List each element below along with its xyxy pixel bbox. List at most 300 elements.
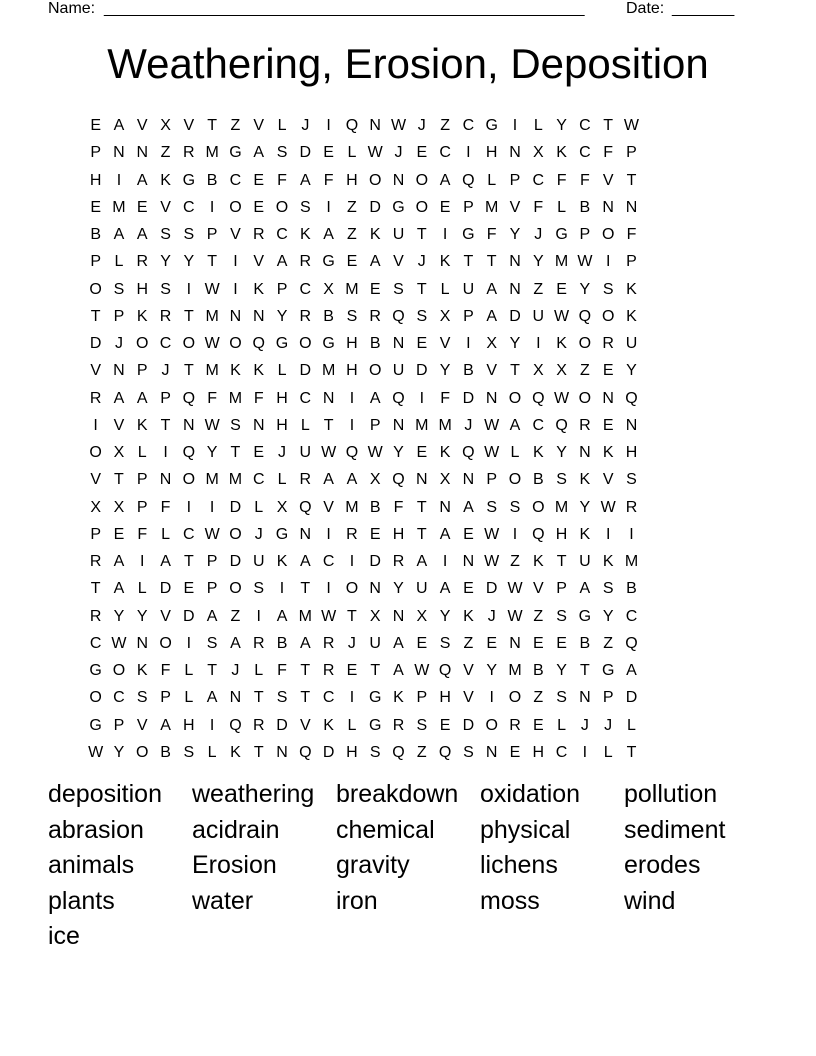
- grid-letter[interactable]: H: [183, 716, 195, 734]
- grid-letter[interactable]: V: [90, 362, 101, 380]
- grid-letter[interactable]: J: [464, 416, 473, 434]
- grid-letter[interactable]: I: [163, 444, 168, 461]
- grid-letter[interactable]: V: [463, 689, 474, 707]
- grid-letter[interactable]: O: [578, 335, 592, 352]
- grid-letter[interactable]: H: [625, 444, 638, 461]
- grid-letter[interactable]: W: [484, 416, 500, 434]
- grid-letter[interactable]: C: [299, 389, 312, 407]
- grid-letter[interactable]: Y: [439, 607, 451, 625]
- grid-letter[interactable]: E: [486, 634, 498, 652]
- grid-letter[interactable]: Z: [533, 689, 544, 707]
- grid-letter[interactable]: A: [416, 553, 428, 570]
- grid-letter[interactable]: N: [485, 389, 498, 407]
- grid-letter[interactable]: I: [116, 171, 122, 189]
- grid-letter[interactable]: G: [392, 198, 405, 216]
- grid-letter[interactable]: T: [603, 117, 614, 134]
- grid-letter[interactable]: G: [485, 117, 498, 134]
- grid-letter[interactable]: M: [321, 362, 336, 380]
- grid-letter[interactable]: G: [555, 226, 568, 243]
- grid-letter[interactable]: A: [579, 580, 591, 598]
- grid-letter[interactable]: I: [349, 553, 355, 570]
- grid-letter[interactable]: F: [626, 226, 637, 243]
- grid-letter[interactable]: I: [186, 634, 192, 652]
- grid-letter[interactable]: A: [369, 389, 381, 407]
- grid-letter[interactable]: C: [579, 144, 591, 162]
- grid-letter[interactable]: O: [229, 198, 242, 216]
- grid-letter[interactable]: Z: [440, 117, 450, 134]
- grid-letter[interactable]: I: [326, 117, 331, 134]
- grid-letter[interactable]: K: [253, 362, 265, 380]
- grid-letter[interactable]: X: [160, 117, 171, 134]
- grid-letter[interactable]: Q: [578, 307, 592, 325]
- grid-letter[interactable]: V: [183, 117, 195, 134]
- grid-letter[interactable]: O: [136, 743, 149, 761]
- grid-letter[interactable]: Y: [113, 607, 125, 625]
- grid-letter[interactable]: O: [229, 580, 242, 598]
- grid-letter[interactable]: S: [626, 471, 637, 489]
- grid-letter[interactable]: N: [136, 144, 149, 162]
- grid-letter[interactable]: F: [579, 171, 590, 189]
- grid-letter[interactable]: H: [89, 171, 102, 189]
- grid-letter[interactable]: L: [207, 743, 217, 761]
- grid-letter[interactable]: N: [299, 525, 312, 543]
- grid-letter[interactable]: Z: [603, 634, 614, 652]
- grid-letter[interactable]: E: [369, 280, 381, 298]
- grid-letter[interactable]: C: [229, 171, 242, 189]
- grid-letter[interactable]: J: [580, 716, 589, 734]
- grid-letter[interactable]: N: [113, 362, 125, 380]
- grid-letter[interactable]: C: [89, 634, 102, 652]
- grid-letter[interactable]: O: [275, 198, 289, 216]
- grid-letter[interactable]: N: [625, 416, 638, 434]
- grid-letter[interactable]: M: [438, 416, 452, 434]
- grid-letter[interactable]: V: [509, 198, 521, 216]
- grid-letter[interactable]: Y: [486, 662, 498, 679]
- grid-letter[interactable]: K: [299, 226, 311, 243]
- grid-letter[interactable]: D: [159, 580, 172, 598]
- grid-letter[interactable]: C: [462, 117, 475, 134]
- grid-letter[interactable]: Y: [509, 226, 521, 243]
- grid-letter[interactable]: I: [233, 280, 238, 298]
- grid-letter[interactable]: I: [512, 525, 518, 543]
- grid-letter[interactable]: Y: [276, 307, 288, 325]
- grid-letter[interactable]: K: [532, 444, 544, 461]
- grid-letter[interactable]: N: [439, 498, 451, 516]
- grid-letter[interactable]: K: [439, 253, 451, 271]
- grid-letter[interactable]: L: [137, 444, 147, 461]
- grid-letter[interactable]: Q: [345, 117, 359, 134]
- grid-letter[interactable]: L: [184, 662, 194, 679]
- grid-letter[interactable]: P: [463, 307, 474, 325]
- grid-letter[interactable]: O: [601, 226, 615, 243]
- grid-letter[interactable]: A: [136, 171, 148, 189]
- grid-letter[interactable]: Z: [533, 280, 544, 298]
- grid-letter[interactable]: W: [507, 607, 523, 625]
- grid-letter[interactable]: A: [509, 416, 521, 434]
- grid-letter[interactable]: P: [206, 580, 218, 598]
- grid-letter[interactable]: K: [160, 171, 171, 189]
- grid-letter[interactable]: U: [392, 362, 405, 380]
- grid-letter[interactable]: N: [579, 444, 591, 461]
- grid-letter[interactable]: V: [532, 580, 544, 598]
- grid-letter[interactable]: T: [626, 171, 637, 189]
- grid-letter[interactable]: A: [369, 253, 381, 271]
- grid-letter[interactable]: N: [252, 307, 265, 325]
- grid-letter[interactable]: A: [206, 607, 218, 625]
- grid-letter[interactable]: T: [300, 662, 311, 679]
- grid-letter[interactable]: W: [554, 307, 570, 325]
- grid-letter[interactable]: A: [160, 553, 171, 570]
- grid-letter[interactable]: N: [602, 389, 614, 407]
- grid-letter[interactable]: M: [485, 198, 499, 216]
- grid-letter[interactable]: H: [136, 280, 149, 298]
- grid-letter[interactable]: A: [113, 226, 125, 243]
- grid-letter[interactable]: S: [509, 498, 521, 516]
- grid-letter[interactable]: Y: [556, 662, 567, 679]
- grid-letter[interactable]: K: [556, 335, 567, 352]
- grid-letter[interactable]: I: [536, 335, 541, 352]
- word-search-grid[interactable]: [84, 112, 643, 766]
- grid-letter[interactable]: T: [114, 471, 124, 489]
- grid-letter[interactable]: J: [301, 117, 310, 134]
- grid-letter[interactable]: E: [463, 525, 474, 543]
- grid-letter[interactable]: Q: [392, 743, 405, 761]
- grid-letter[interactable]: B: [626, 580, 637, 598]
- grid-letter[interactable]: D: [229, 553, 242, 570]
- grid-letter[interactable]: F: [277, 662, 287, 679]
- grid-letter[interactable]: T: [230, 444, 241, 461]
- grid-letter[interactable]: Y: [579, 498, 591, 516]
- grid-letter[interactable]: E: [532, 634, 544, 652]
- grid-letter[interactable]: Q: [625, 389, 638, 407]
- grid-letter[interactable]: V: [136, 117, 148, 134]
- grid-letter[interactable]: F: [160, 498, 171, 516]
- grid-letter[interactable]: T: [300, 689, 311, 707]
- grid-letter[interactable]: F: [393, 498, 404, 516]
- grid-letter[interactable]: U: [392, 226, 405, 243]
- grid-letter[interactable]: T: [347, 607, 357, 625]
- grid-letter[interactable]: X: [113, 444, 125, 461]
- grid-letter[interactable]: G: [322, 335, 335, 352]
- grid-letter[interactable]: T: [207, 662, 218, 679]
- grid-letter[interactable]: L: [533, 117, 543, 134]
- grid-letter[interactable]: S: [602, 580, 614, 598]
- grid-letter[interactable]: Q: [392, 307, 405, 325]
- grid-letter[interactable]: Q: [299, 498, 312, 516]
- grid-letter[interactable]: V: [160, 198, 171, 216]
- grid-letter[interactable]: R: [89, 607, 102, 625]
- grid-letter[interactable]: S: [486, 498, 498, 516]
- grid-letter[interactable]: H: [276, 389, 288, 407]
- grid-letter[interactable]: C: [555, 743, 568, 761]
- grid-letter[interactable]: P: [626, 144, 637, 162]
- grid-letter[interactable]: L: [137, 580, 147, 598]
- grid-letter[interactable]: X: [323, 280, 334, 298]
- grid-letter[interactable]: W: [204, 525, 220, 543]
- grid-letter[interactable]: X: [369, 607, 381, 625]
- grid-letter[interactable]: A: [463, 498, 474, 516]
- grid-letter[interactable]: Q: [299, 743, 312, 761]
- grid-letter[interactable]: T: [416, 226, 427, 243]
- grid-letter[interactable]: P: [90, 253, 101, 271]
- grid-letter[interactable]: Q: [462, 171, 475, 189]
- grid-letter[interactable]: E: [463, 580, 474, 598]
- grid-letter[interactable]: Z: [347, 226, 357, 243]
- grid-letter[interactable]: L: [161, 525, 170, 543]
- grid-letter[interactable]: R: [369, 307, 381, 325]
- grid-letter[interactable]: E: [253, 444, 265, 461]
- grid-letter[interactable]: R: [392, 716, 405, 734]
- grid-letter[interactable]: R: [159, 307, 172, 325]
- grid-letter[interactable]: S: [230, 416, 241, 434]
- grid-letter[interactable]: J: [417, 253, 426, 271]
- grid-letter[interactable]: S: [253, 580, 265, 598]
- grid-letter[interactable]: N: [276, 743, 288, 761]
- grid-letter[interactable]: Q: [229, 716, 242, 734]
- grid-letter[interactable]: E: [253, 171, 265, 189]
- grid-letter[interactable]: I: [489, 689, 494, 707]
- grid-letter[interactable]: O: [415, 198, 429, 216]
- grid-letter[interactable]: N: [229, 307, 242, 325]
- grid-letter[interactable]: K: [439, 444, 451, 461]
- grid-letter[interactable]: M: [228, 471, 243, 489]
- grid-letter[interactable]: M: [228, 389, 243, 407]
- grid-letter[interactable]: L: [347, 716, 357, 734]
- grid-letter[interactable]: S: [416, 307, 428, 325]
- grid-letter[interactable]: D: [322, 743, 335, 761]
- grid-letter[interactable]: X: [532, 362, 544, 380]
- grid-letter[interactable]: G: [229, 144, 242, 162]
- grid-letter[interactable]: T: [463, 253, 474, 271]
- grid-letter[interactable]: Y: [532, 253, 544, 271]
- grid-letter[interactable]: E: [602, 416, 614, 434]
- grid-letter[interactable]: K: [230, 362, 241, 380]
- grid-letter[interactable]: O: [508, 471, 522, 489]
- grid-letter[interactable]: S: [183, 743, 195, 761]
- grid-letter[interactable]: K: [602, 444, 614, 461]
- grid-letter[interactable]: O: [508, 689, 522, 707]
- grid-letter[interactable]: S: [602, 280, 614, 298]
- grid-letter[interactable]: E: [556, 634, 567, 652]
- grid-letter[interactable]: I: [442, 226, 448, 243]
- grid-letter[interactable]: E: [183, 580, 195, 598]
- grid-letter[interactable]: K: [369, 226, 381, 243]
- grid-letter[interactable]: O: [89, 689, 102, 707]
- grid-letter[interactable]: M: [508, 662, 522, 679]
- grid-letter[interactable]: K: [136, 662, 148, 679]
- grid-letter[interactable]: O: [182, 335, 196, 352]
- grid-letter[interactable]: J: [487, 607, 496, 625]
- grid-letter[interactable]: T: [416, 525, 427, 543]
- grid-letter[interactable]: G: [89, 662, 102, 679]
- grid-letter[interactable]: O: [136, 335, 149, 352]
- grid-letter[interactable]: I: [326, 580, 331, 598]
- grid-letter[interactable]: P: [463, 198, 474, 216]
- grid-letter[interactable]: S: [183, 226, 195, 243]
- grid-letter[interactable]: I: [605, 253, 611, 271]
- grid-letter[interactable]: I: [629, 525, 634, 543]
- grid-letter[interactable]: Q: [532, 525, 545, 543]
- grid-letter[interactable]: U: [416, 580, 428, 598]
- grid-letter[interactable]: J: [254, 525, 263, 543]
- grid-letter[interactable]: M: [345, 498, 359, 516]
- grid-letter[interactable]: N: [509, 144, 521, 162]
- grid-letter[interactable]: S: [393, 280, 404, 298]
- grid-letter[interactable]: N: [485, 743, 498, 761]
- grid-letter[interactable]: F: [160, 662, 171, 679]
- grid-letter[interactable]: X: [532, 144, 544, 162]
- grid-letter[interactable]: Q: [438, 662, 452, 679]
- grid-letter[interactable]: B: [90, 226, 101, 243]
- grid-letter[interactable]: P: [509, 171, 521, 189]
- grid-letter[interactable]: M: [205, 471, 219, 489]
- grid-letter[interactable]: T: [416, 498, 427, 516]
- grid-letter[interactable]: B: [369, 498, 381, 516]
- grid-letter[interactable]: T: [183, 362, 194, 380]
- grid-letter[interactable]: C: [625, 607, 638, 625]
- grid-letter[interactable]: N: [136, 634, 149, 652]
- grid-letter[interactable]: P: [136, 471, 148, 489]
- grid-letter[interactable]: O: [485, 716, 498, 734]
- grid-letter[interactable]: S: [556, 689, 567, 707]
- grid-letter[interactable]: S: [556, 471, 567, 489]
- grid-letter[interactable]: E: [532, 716, 544, 734]
- grid-letter[interactable]: H: [485, 144, 498, 162]
- grid-letter[interactable]: T: [556, 553, 567, 570]
- grid-letter[interactable]: E: [602, 362, 614, 380]
- grid-letter[interactable]: E: [346, 662, 358, 679]
- grid-letter[interactable]: T: [90, 307, 101, 325]
- grid-letter[interactable]: L: [254, 498, 264, 516]
- grid-letter[interactable]: Z: [160, 144, 171, 162]
- grid-letter[interactable]: S: [416, 716, 428, 734]
- grid-letter[interactable]: S: [136, 689, 148, 707]
- grid-letter[interactable]: E: [416, 335, 428, 352]
- grid-letter[interactable]: N: [579, 689, 591, 707]
- grid-letter[interactable]: A: [299, 553, 311, 570]
- grid-letter[interactable]: H: [392, 525, 405, 543]
- grid-letter[interactable]: M: [112, 198, 126, 216]
- grid-letter[interactable]: P: [136, 498, 148, 516]
- grid-letter[interactable]: E: [416, 634, 428, 652]
- grid-letter[interactable]: J: [114, 335, 123, 352]
- grid-letter[interactable]: W: [484, 444, 500, 461]
- grid-letter[interactable]: B: [463, 362, 474, 380]
- grid-letter[interactable]: V: [160, 607, 171, 625]
- grid-letter[interactable]: A: [323, 471, 334, 489]
- grid-letter[interactable]: G: [182, 171, 196, 189]
- grid-letter[interactable]: P: [416, 689, 428, 707]
- grid-letter[interactable]: H: [346, 171, 358, 189]
- grid-letter[interactable]: M: [554, 498, 569, 516]
- grid-letter[interactable]: I: [209, 498, 215, 516]
- grid-letter[interactable]: L: [114, 253, 124, 271]
- grid-letter[interactable]: L: [557, 198, 567, 216]
- grid-letter[interactable]: B: [532, 662, 544, 679]
- grid-letter[interactable]: U: [532, 307, 545, 325]
- grid-letter[interactable]: V: [230, 226, 241, 243]
- grid-letter[interactable]: E: [90, 198, 101, 216]
- grid-letter[interactable]: H: [346, 743, 358, 761]
- grid-letter[interactable]: X: [439, 471, 451, 489]
- grid-letter[interactable]: M: [624, 553, 639, 570]
- grid-letter[interactable]: Z: [416, 743, 427, 761]
- grid-letter[interactable]: Y: [626, 362, 637, 380]
- grid-letter[interactable]: L: [603, 743, 613, 761]
- grid-letter[interactable]: E: [369, 525, 381, 543]
- grid-letter[interactable]: E: [416, 444, 428, 461]
- grid-letter[interactable]: Q: [345, 444, 359, 461]
- grid-letter[interactable]: T: [207, 117, 218, 134]
- grid-letter[interactable]: B: [160, 743, 171, 761]
- grid-letter[interactable]: V: [463, 662, 474, 679]
- grid-letter[interactable]: S: [160, 280, 171, 298]
- grid-letter[interactable]: C: [532, 171, 545, 189]
- grid-letter[interactable]: J: [161, 362, 170, 380]
- grid-letter[interactable]: W: [88, 743, 104, 761]
- grid-letter[interactable]: J: [231, 662, 240, 679]
- grid-letter[interactable]: T: [253, 743, 264, 761]
- grid-letter[interactable]: V: [439, 335, 451, 352]
- grid-letter[interactable]: H: [276, 416, 288, 434]
- grid-letter[interactable]: J: [604, 716, 613, 734]
- grid-letter[interactable]: W: [367, 144, 383, 162]
- grid-letter[interactable]: B: [532, 471, 544, 489]
- grid-letter[interactable]: O: [299, 335, 312, 352]
- grid-letter[interactable]: A: [113, 580, 125, 598]
- grid-letter[interactable]: E: [416, 144, 428, 162]
- grid-letter[interactable]: I: [279, 580, 285, 598]
- grid-letter[interactable]: Q: [392, 389, 405, 407]
- grid-letter[interactable]: F: [603, 144, 614, 162]
- grid-letter[interactable]: X: [276, 498, 288, 516]
- grid-letter[interactable]: O: [159, 634, 172, 652]
- grid-letter[interactable]: H: [532, 743, 545, 761]
- grid-letter[interactable]: A: [323, 226, 334, 243]
- grid-letter[interactable]: Q: [625, 634, 638, 652]
- grid-letter[interactable]: V: [113, 416, 125, 434]
- grid-letter[interactable]: P: [626, 253, 637, 271]
- grid-letter[interactable]: O: [229, 525, 242, 543]
- grid-letter[interactable]: N: [416, 471, 428, 489]
- grid-letter[interactable]: D: [299, 362, 312, 380]
- grid-letter[interactable]: E: [323, 144, 334, 162]
- grid-letter[interactable]: I: [442, 553, 448, 570]
- grid-letter[interactable]: Y: [183, 253, 195, 271]
- grid-letter[interactable]: I: [349, 389, 355, 407]
- grid-letter[interactable]: V: [602, 471, 614, 489]
- grid-letter[interactable]: B: [206, 171, 218, 189]
- grid-letter[interactable]: A: [346, 471, 358, 489]
- grid-letter[interactable]: R: [625, 498, 638, 516]
- grid-letter[interactable]: O: [368, 171, 382, 189]
- grid-letter[interactable]: Y: [206, 444, 218, 461]
- grid-letter[interactable]: K: [602, 553, 614, 570]
- grid-letter[interactable]: R: [392, 553, 405, 570]
- grid-letter[interactable]: Z: [347, 198, 357, 216]
- grid-letter[interactable]: R: [346, 525, 358, 543]
- grid-letter[interactable]: R: [183, 144, 195, 162]
- grid-letter[interactable]: L: [557, 716, 567, 734]
- grid-letter[interactable]: R: [509, 716, 521, 734]
- grid-letter[interactable]: P: [113, 716, 125, 734]
- grid-letter[interactable]: Y: [556, 444, 567, 461]
- grid-letter[interactable]: T: [579, 662, 590, 679]
- grid-letter[interactable]: K: [556, 144, 567, 162]
- grid-letter[interactable]: K: [626, 280, 637, 298]
- grid-letter[interactable]: L: [184, 689, 194, 707]
- grid-letter[interactable]: G: [368, 716, 382, 734]
